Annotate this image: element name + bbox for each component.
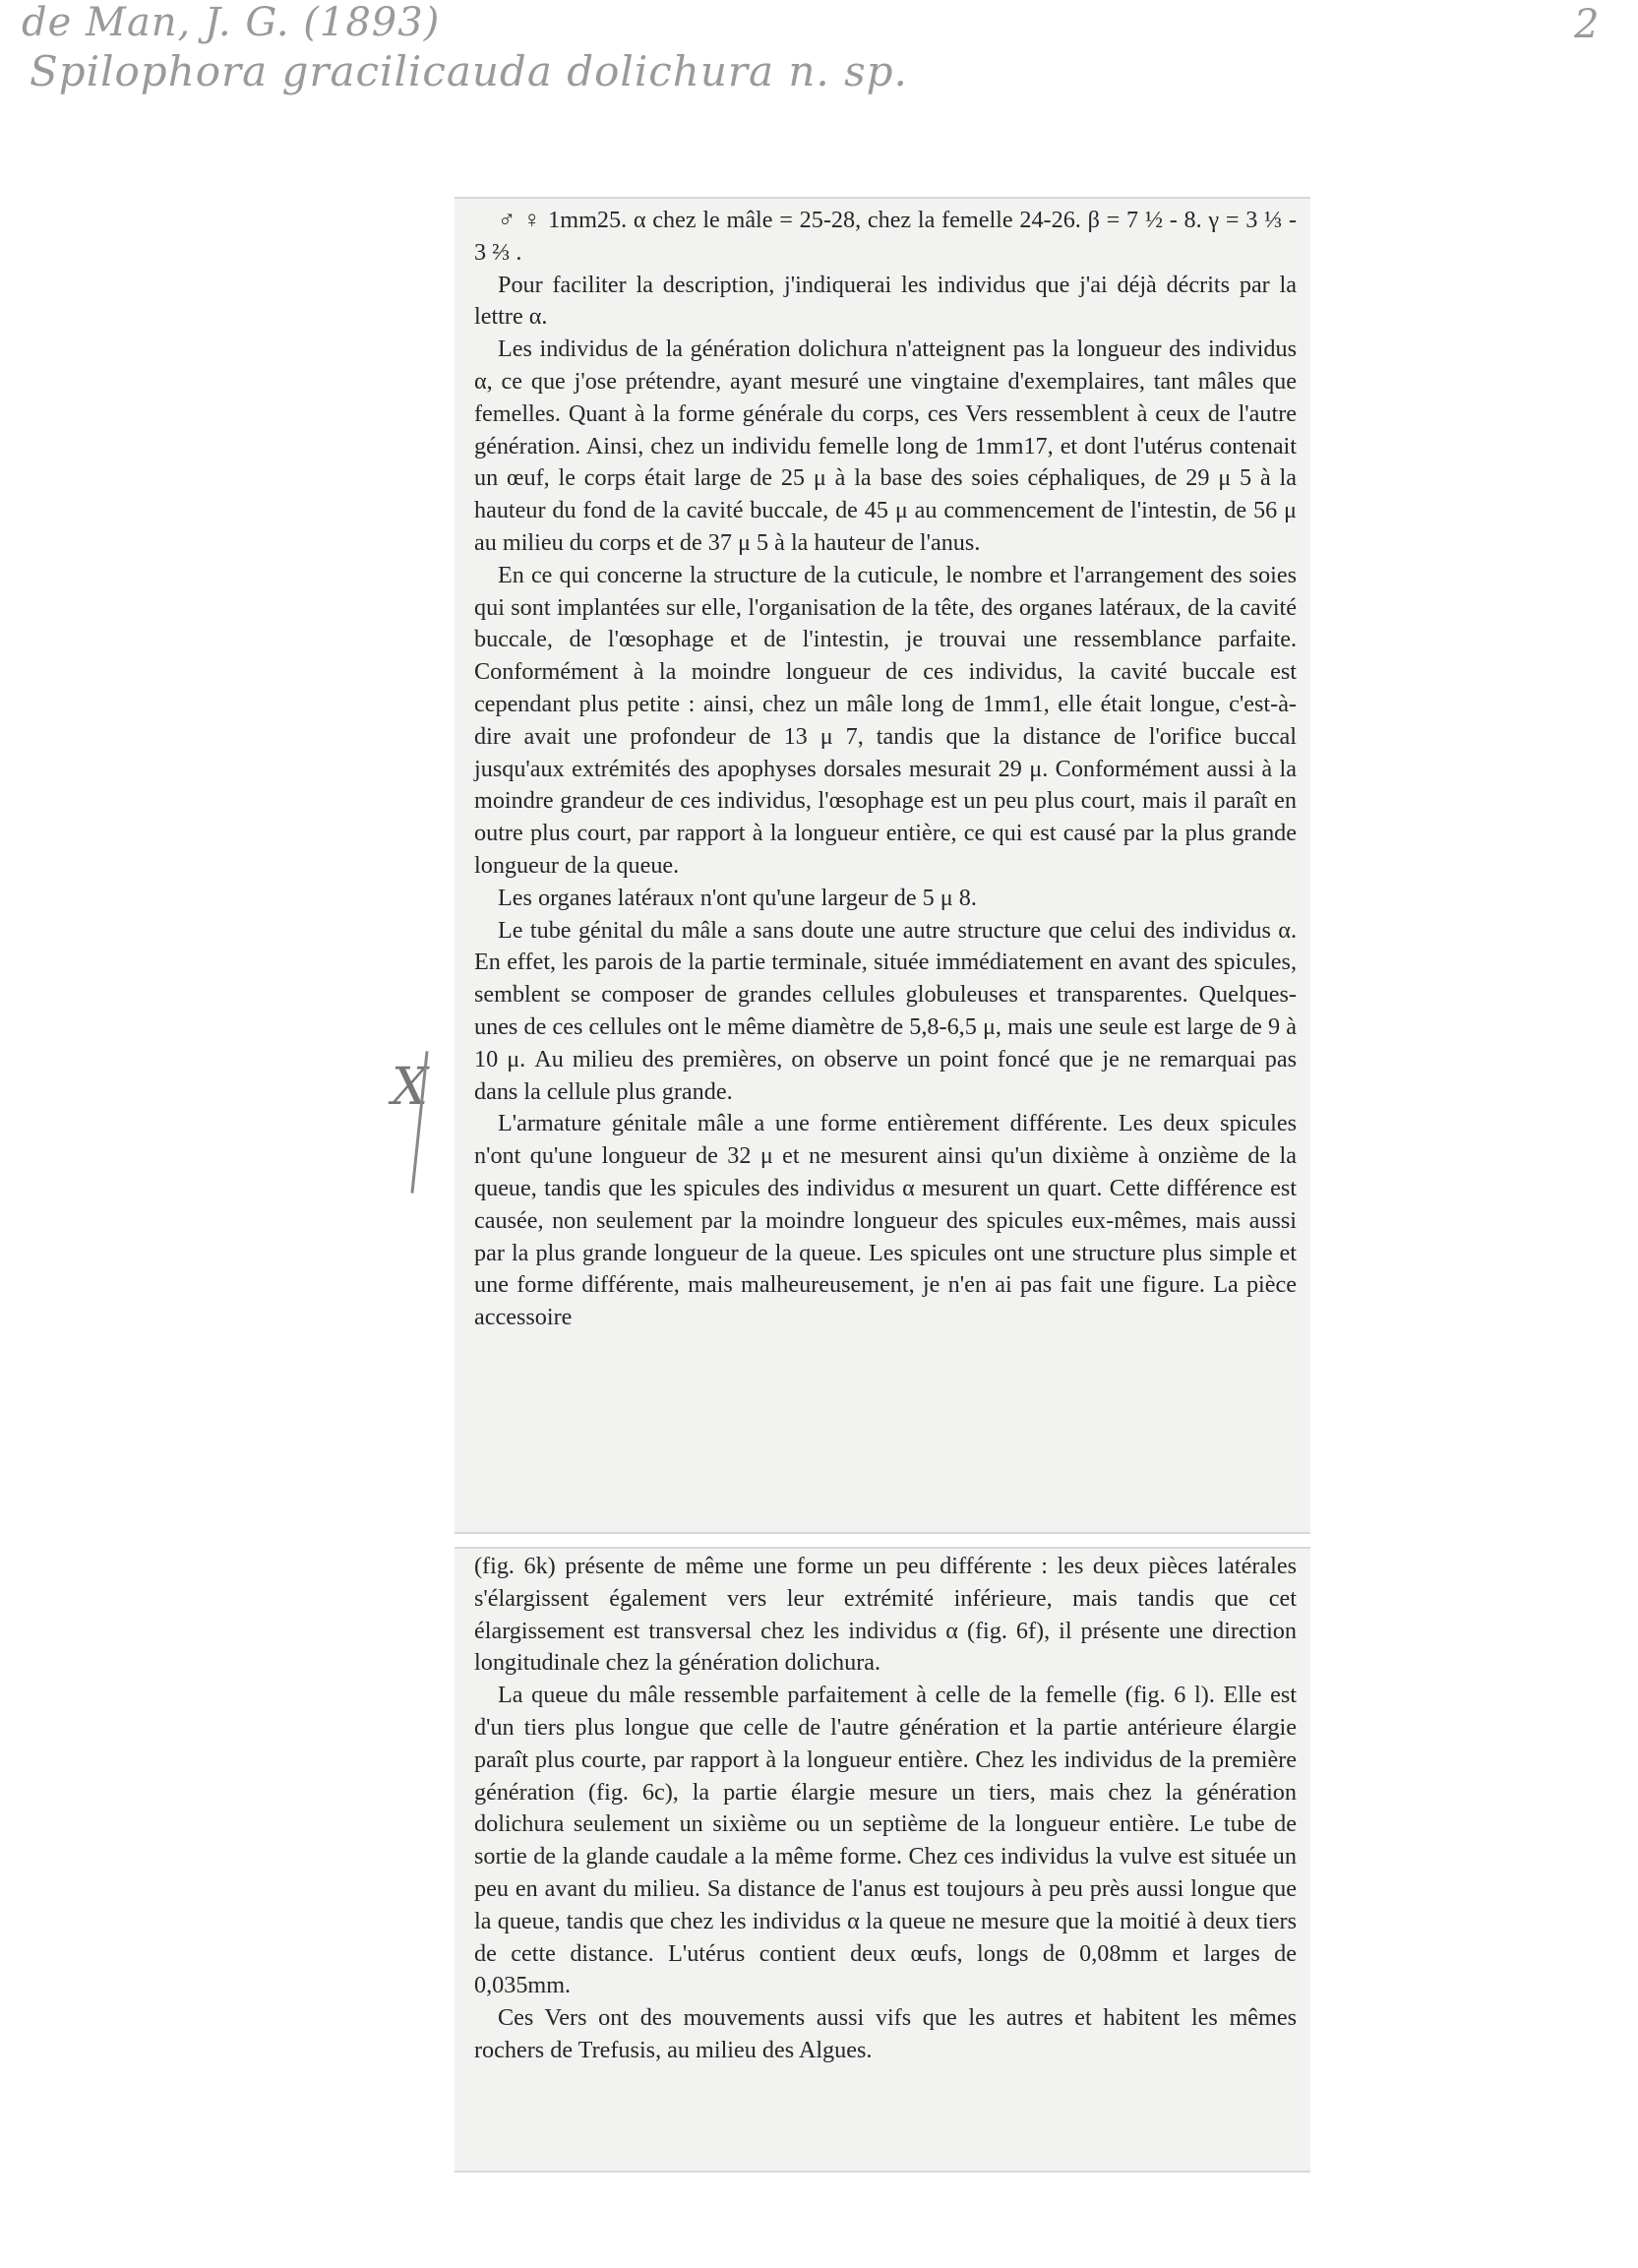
paragraph: L'armature génitale mâle a une forme entièrement différente. Les deux spicules n'ont qu'une longueur de 32 μ et ne mesurent ainsi qu'un dixième à onzième de la queue, tandis que les spicules des individus α mesurent un quart. Cette différence est causée, non seulement par la moindre longueur des spicules eux-mêmes, mais aussi par la plus grande longueur de la queue. Les spicules ont une structure plus simple et une forme différente, mais malheureusement, je n'en ai pas fait une figure. La pièce accessoire xyxy=(474,1110,1297,1331)
margin-annotation-mark: X xyxy=(392,1058,430,1117)
paragraph: Le tube génital du mâle a sans doute une autre structure que celui des individus α. En effet, les parois de la partie terminale, située immédiatement en avant des spicules, semblent se composer de grandes cellules globuleuses et transparentes. Quelques-unes de ces cellules ont le même diamètre de 5,8-6,5 μ, mais une seule est large de 9 à 10 μ. Au milieu des premières, on observe un point foncé que je ne remarquai pas dans la cellule plus grande. xyxy=(474,916,1297,1105)
handwritten-citation: de Man, J. G. (1893) xyxy=(22,0,441,45)
handwritten-page-number: 2 xyxy=(1574,2,1601,47)
paragraph: Les organes latéraux n'ont qu'une largeur de 5 μ 8. xyxy=(498,884,977,911)
paragraph: En ce qui concerne la structure de la cuticule, le nombre et l'arrangement des soies qui sont implantées sur elle, l'organisation de la tête, des organes latéraux, de la cavité buccale, de l'œsophage et de l'intestin, je trouvai une ressemblance parfaite. Conformément à la moindre longueur de ces individus, la cavité buccale est cependant plus petite : ainsi, chez un mâle long de 1mm1, elle était longue, c'est-à-dire avait une profondeur de 13 μ 7, tandis que la distance de l'orifice buccal jusqu'aux extrémités des apophyses dorsales mesurait 29 μ. Conformément aussi à la moindre grandeur de ces individus, l'œsophage est un peu plus court, mais il paraît en outre plus court, par rapport à la longueur entière, ce qui est causé par la plus grande longueur de la queue. xyxy=(474,561,1297,879)
paragraph-measurements: ♂ ♀ 1mm25. α chez le mâle = 25-28, chez la femelle 24-26. β = 7 ½ - 8. γ = 3 ⅓ - 3 ⅔ . xyxy=(474,207,1297,266)
paragraph: Les individus de la génération dolichura n'atteignent pas la longueur des individus α, ce que j'ose prétendre, ayant mesuré une vingtaine d'exemplaires, tant mâles que femelles. Quant à la forme générale du corps, ces Vers ressemblent à ceux de l'autre génération. Ainsi, chez un individu femelle long de 1mm17, et dont l'utérus contenait un œuf, le corps était large de 25 μ à la base des soies céphaliques, de 29 μ 5 à la hauteur du fond de la cavité buccale, de 45 μ au commencement de l'intestin, de 56 μ au milieu du corps et de 37 μ 5 à la hauteur de l'anus. xyxy=(474,336,1297,556)
text-clipping-lower xyxy=(455,1547,1310,2173)
paragraph-continued: (fig. 6k) présente de même une forme un peu différente : les deux pièces latérales s'élargissent également vers leur extrémité inférieure, mais tandis que cet élargissement est transversal chez les individus α (fig. 6f), il présente une direction longitudinale chez la génération dolichura. xyxy=(474,1553,1297,1677)
text-clipping-upper xyxy=(455,197,1310,1534)
paragraph: Ces Vers ont des mouvements aussi vifs que les autres et habitent les mêmes rochers de Trefusis, au milieu des Algues. xyxy=(474,2004,1297,2063)
handwritten-species-name: Spilophora gracilicauda dolichura n. sp. xyxy=(30,47,908,95)
paragraph: Pour faciliter la description, j'indiquerai les individus que j'ai déjà décrits par la lettre α. xyxy=(474,271,1297,331)
paragraph: La queue du mâle ressemble parfaitement à celle de la femelle (fig. 6 l). Elle est d'un tiers plus longue que celle de l'autre génération et la partie antérieure élargie paraît plus courte, par rapport à la longueur entière. Chez les individus de la première génération (fig. 6c), la partie élargie mesure un tiers, mais chez la génération dolichura seulement un sixième ou un septième de la longueur entière. Le tube de sortie de la glande caudale a la même forme. Chez ces individus la vulve est située un peu en avant du milieu. Sa distance de l'anus est toujours à peu près aussi longue que la queue, tandis que chez les individus α la queue ne mesure que la moitié à deux tiers de cette distance. L'utérus contient deux œufs, longs de 0,08mm et larges de 0,035mm. xyxy=(474,1682,1297,1999)
text-column-lower xyxy=(474,1551,1297,2067)
text-column-upper xyxy=(474,205,1297,1334)
